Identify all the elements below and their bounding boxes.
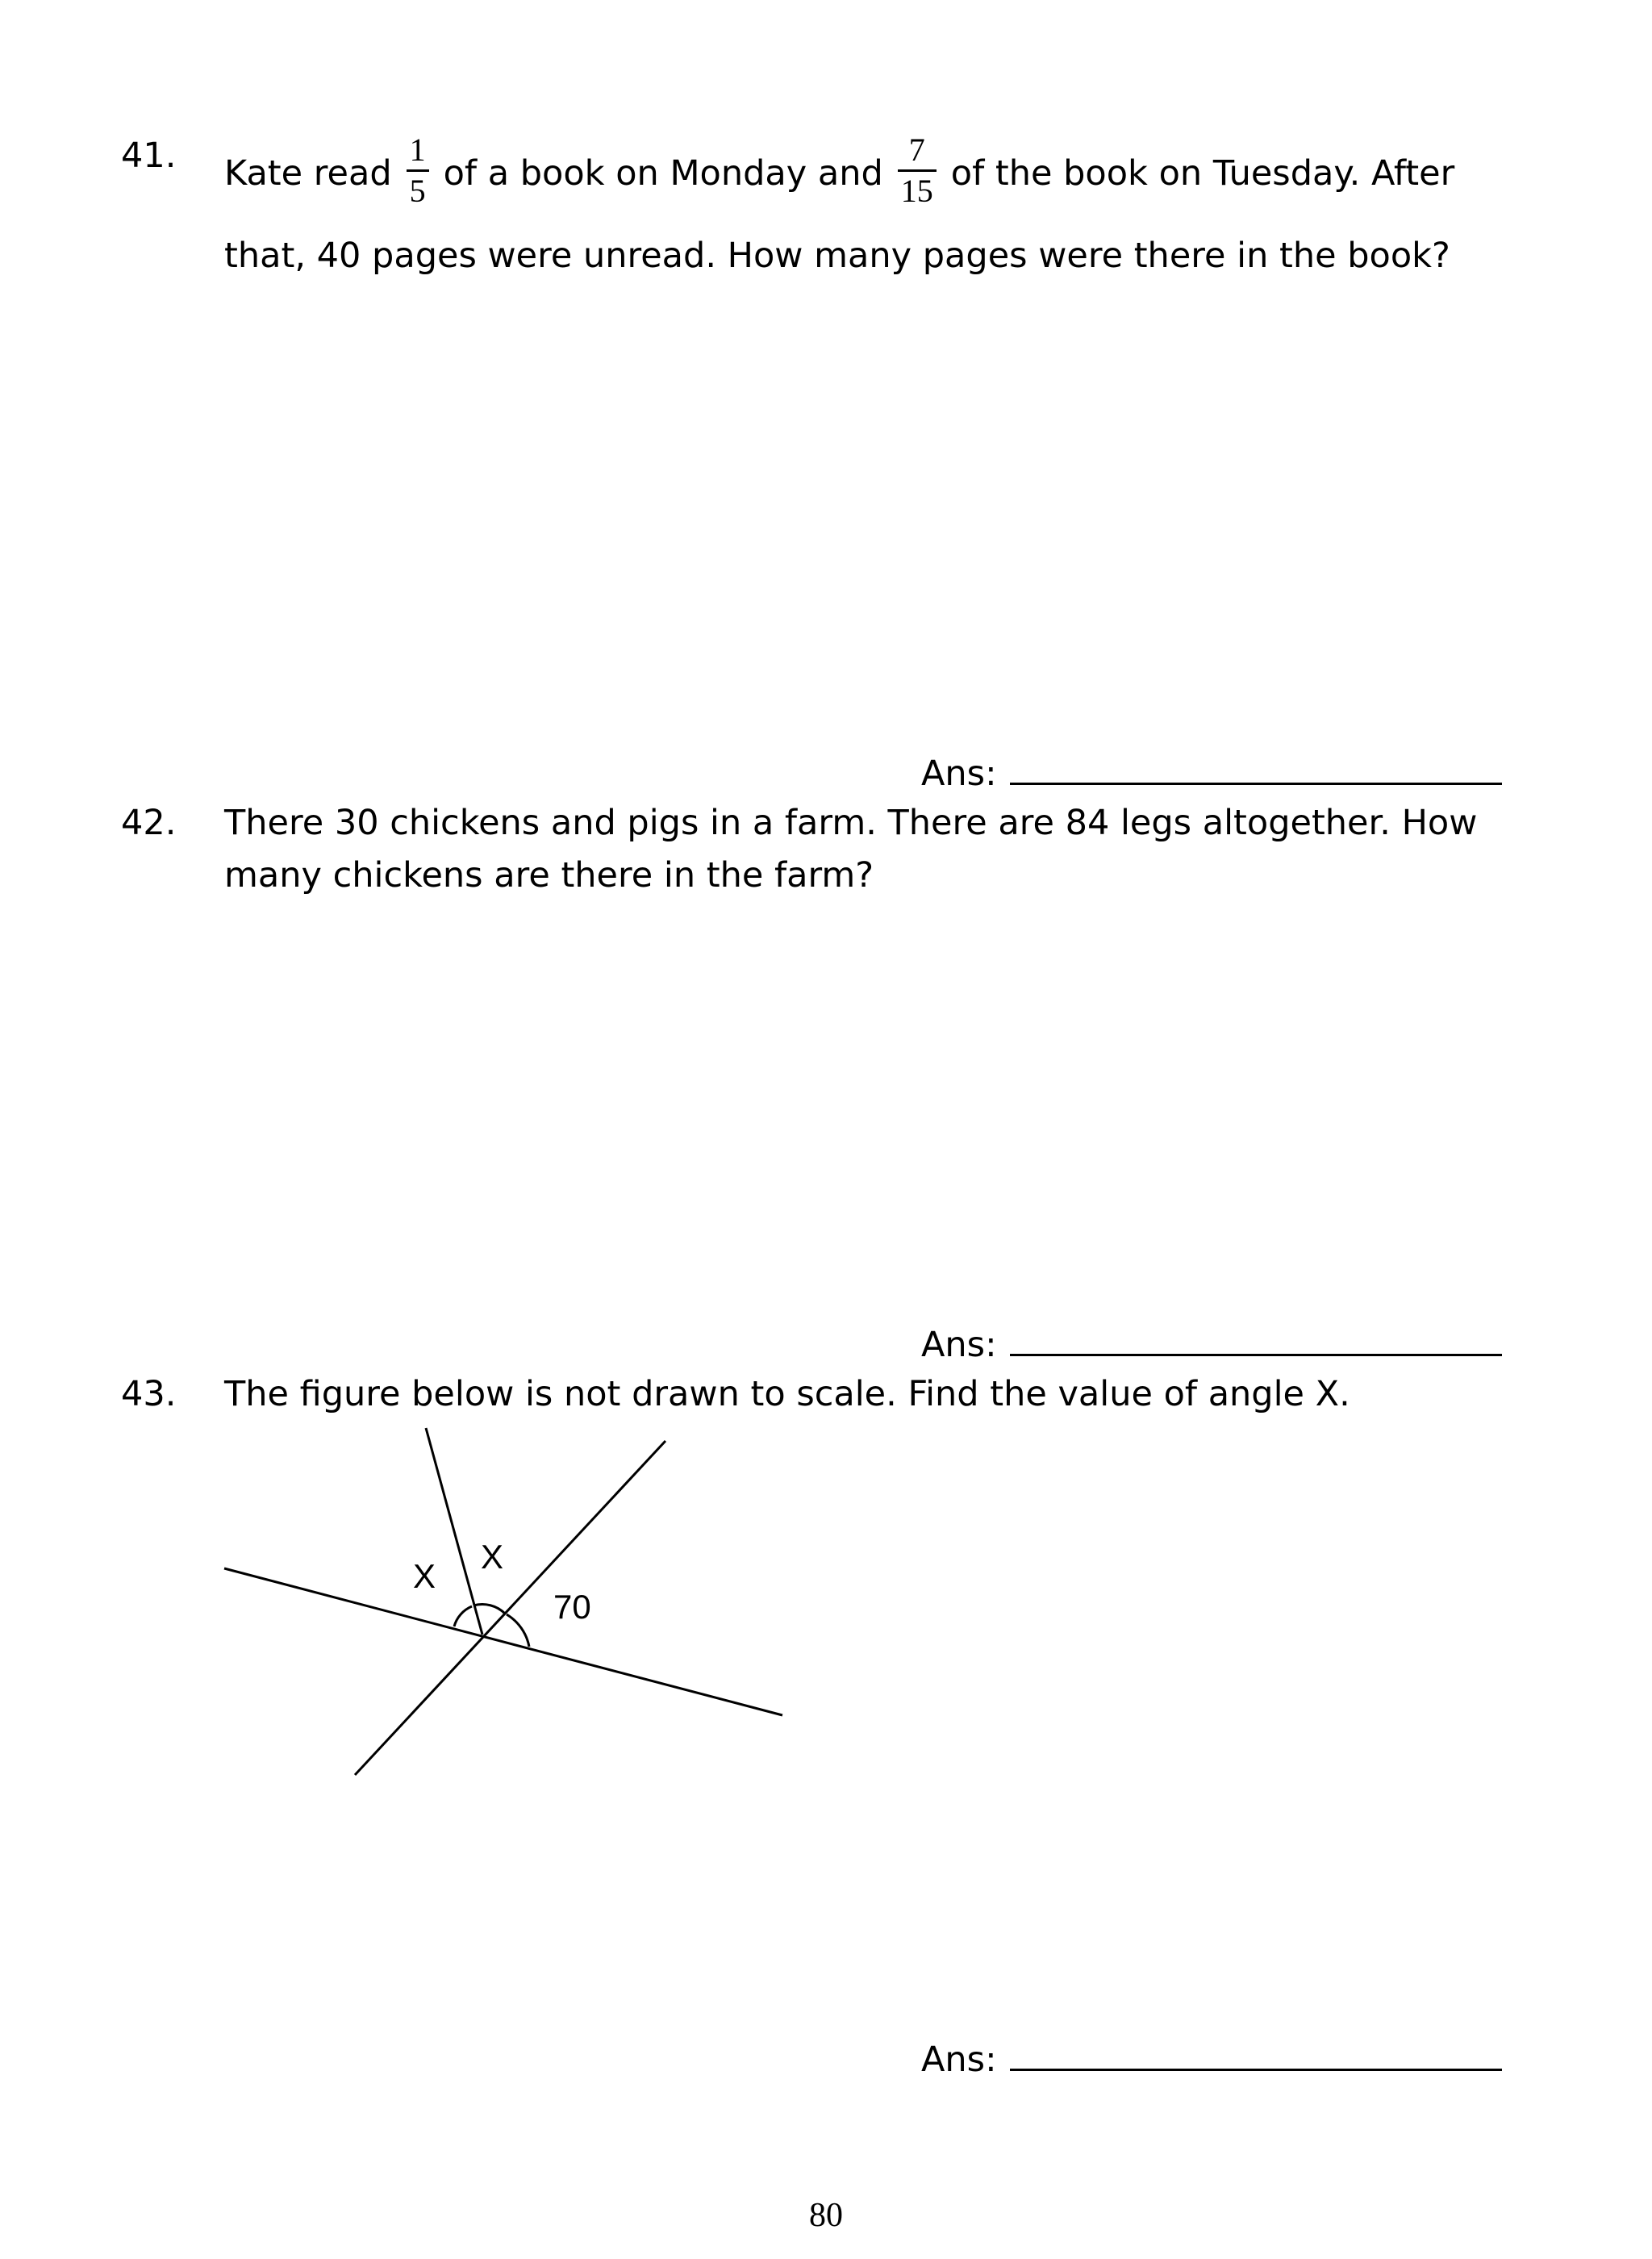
- question-41-line-2: that, 40 pages were unread. How many pages were there in the book?: [224, 236, 1450, 276]
- fraction-denominator: 5: [409, 173, 426, 209]
- angle-arc-70: [507, 1614, 529, 1647]
- question-42-line-2: many chickens are there in the farm?: [224, 855, 874, 896]
- answer-label: Ans:: [921, 2040, 997, 2080]
- angle-arc-x-right: [473, 1604, 505, 1614]
- question-42-line-1: There 30 chickens and pigs in a farm. There are 84 legs altogether. How: [224, 803, 1478, 843]
- fraction-denominator: 15: [900, 173, 933, 209]
- line-diagonal: [355, 1441, 665, 1775]
- answer-label: Ans:: [921, 1325, 997, 1365]
- label-x-right: X: [481, 1538, 504, 1576]
- q41-pre-text: Kate read: [224, 153, 392, 194]
- question-41-number: 41.: [121, 136, 177, 176]
- label-70: 70: [553, 1588, 591, 1626]
- q41-post-text: of the book on Tuesday. After: [950, 153, 1455, 194]
- page-number: 80: [809, 2197, 843, 2234]
- angle-arc-x-left: [454, 1606, 472, 1626]
- fraction-numerator: 7: [898, 131, 937, 172]
- label-x-left: X: [413, 1557, 436, 1595]
- question-43-line-1: The figure below is not drawn to scale. Find the value of angle X.: [224, 1374, 1350, 1414]
- question-42-number: 42.: [121, 803, 177, 843]
- q41-mid-text: of a book on Monday and: [443, 153, 883, 194]
- answer-label: Ans:: [921, 754, 997, 794]
- question-43-number: 43.: [121, 1374, 177, 1414]
- answer-43: [921, 2040, 1502, 2080]
- line-ray: [426, 1428, 482, 1635]
- fraction-numerator: 1: [407, 131, 429, 172]
- line-horizontal: [224, 1568, 782, 1715]
- answer-43-blank[interactable]: [1010, 2040, 1502, 2071]
